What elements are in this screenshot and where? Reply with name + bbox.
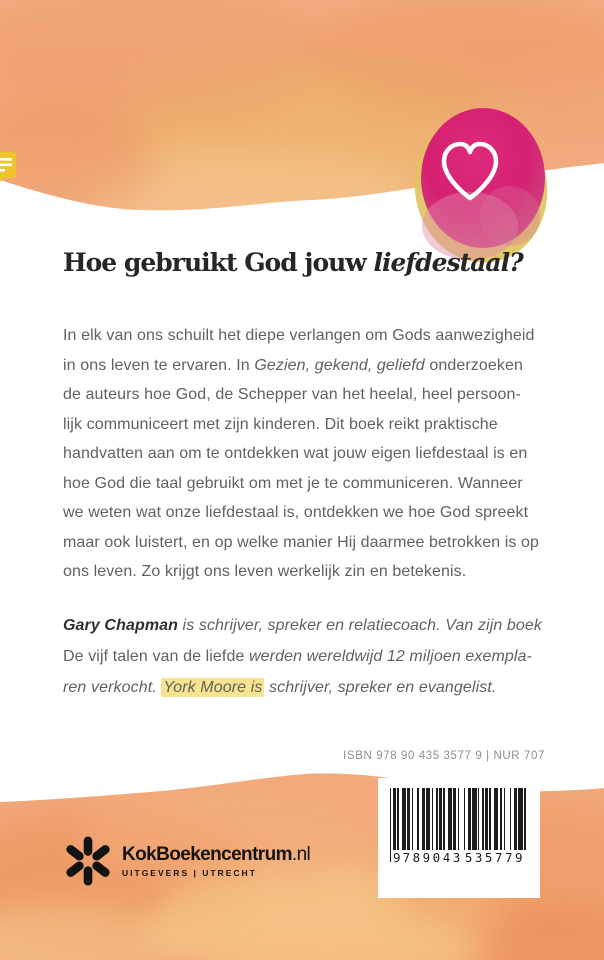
barcode-bar — [485, 788, 488, 850]
text-line: ons leven. Zo krijgt ons leven werkelijk zin en betekenis. — [63, 563, 467, 580]
text-line: in ons leven te ervaren. In Gezien, gekend, geliefd onderzoeken — [63, 356, 523, 374]
barcode-bar — [504, 788, 505, 850]
barcode-bar — [443, 788, 444, 850]
barcode-bar — [464, 788, 465, 850]
barcode-bar — [402, 788, 406, 850]
page-title — [63, 248, 523, 277]
title-regular: Hoe gebruikt God jouw — [63, 248, 374, 277]
text-line: ren verkocht. York Moore is schrijver, spreker en evangelist. — [63, 679, 497, 696]
publisher-tagline: UITGEVERS | UTRECHT — [122, 867, 257, 878]
publisher-star-icon — [63, 836, 113, 886]
barcode-digit-group2: 535779 — [464, 850, 525, 865]
barcode-bar — [439, 788, 442, 850]
barcode-bar — [494, 788, 498, 850]
barcode-bar — [407, 788, 410, 850]
title-emphasis: liefdestaal? — [373, 248, 523, 277]
text-line: Gary Chapman is schrijver, spreker en relatiecoach. Van zijn boek — [63, 617, 543, 634]
publisher-text — [122, 845, 310, 878]
barcode-digit-left: 9 — [393, 850, 401, 865]
barcode-bar — [478, 788, 479, 850]
barcode — [378, 778, 540, 898]
barcode-digit-group1: 789043 — [402, 850, 463, 865]
text-line: we weten wat onze liefdestaal is, ontdekken we hoe God spreekt — [63, 504, 529, 521]
publisher-name — [122, 845, 310, 865]
barcode-bar — [510, 788, 511, 850]
text-line: lijk communiceert met zijn kinderen. Dit boek reikt praktische — [63, 415, 498, 433]
barcode-bar — [472, 788, 476, 850]
barcode-bar — [448, 788, 452, 850]
text-line: de auteurs hoe God, de Schepper van het heelal, heel persoon- — [63, 386, 521, 403]
barcode-bar — [432, 788, 433, 850]
barcode-bar — [482, 788, 483, 850]
barcode-bar — [500, 788, 503, 850]
publisher-logo — [63, 836, 310, 886]
isbn-nur-line: ISBN 978 90 435 3577 9 | NUR 707 — [343, 750, 545, 762]
barcode-bar — [489, 788, 490, 850]
description-text — [63, 321, 573, 587]
barcode-bar — [468, 788, 471, 850]
barcode-bar — [426, 788, 430, 850]
barcode-bar — [417, 788, 418, 850]
text-line: handvatten aan om te ontdekken wat jouw eigen liefdestaal is en — [63, 445, 528, 462]
publisher-name-main: KokBoekencentrum — [122, 843, 292, 865]
barcode-bar — [514, 788, 517, 850]
author-bio-text — [63, 610, 573, 703]
publisher-name-tld: .nl — [291, 843, 311, 865]
barcode-bar — [422, 788, 425, 850]
barcode-bar — [397, 788, 398, 850]
barcode-bar — [436, 788, 437, 850]
barcode-digits — [390, 850, 528, 865]
speech-note-icon — [0, 149, 19, 193]
barcode-bar — [412, 788, 413, 850]
text-line: maar ook luistert, en op welke manier Hij daarmee betrokken is op — [63, 533, 540, 551]
text-line: In elk van ons schuilt het diepe verlangen om Gods aanwezigheid — [63, 327, 535, 344]
text-line: De vijf talen van de liefde werden wereldwijd 12 miljoen exempla- — [63, 648, 532, 665]
text-line: hoe God die taal gebruikt om met je te communiceren. Wanneer — [63, 474, 523, 492]
